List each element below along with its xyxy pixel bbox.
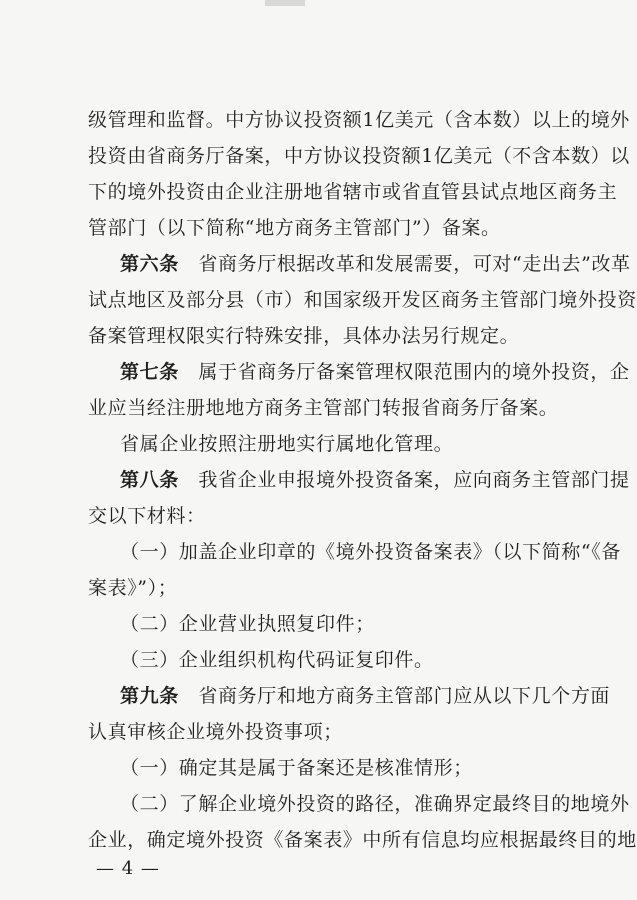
article-7-heading: 第七条 (120, 361, 179, 383)
text-line-15: （二）企业营业执照复印件； (120, 613, 375, 635)
article-9-heading: 第九条 (120, 685, 179, 707)
text-line-2: 投资由省商务厅备案，中方协议投资额1亿美元（不含本数）以 (88, 145, 630, 167)
text-line-3: 下的境外投资由企业注册地省辖市或省直管县试点地区商务主 (88, 181, 618, 203)
text-line-20: （二）了解企业境外投资的路径，准确界定最终目的地境外 (120, 793, 630, 815)
text-line-10: 省属企业按照注册地实行属地化管理。 (120, 433, 454, 455)
text-line-16: （三）企业组织机构代码证复印件。 (120, 649, 434, 671)
article-8-text: 我省企业申报境外投资备案，应向商务主管部门提 (198, 469, 630, 491)
text-line-6: 试点地区及部分县（市）和国家级开发区商务主管部门境外投资 (88, 289, 637, 311)
binding-mark (265, 0, 305, 6)
text-line-19: （一）确定其是属于备案还是核准情形； (120, 757, 473, 779)
text-line-13: （一）加盖企业印章的《境外投资备案表》（以下简称“《备 (120, 541, 621, 563)
page-number: — 4 — (96, 858, 160, 879)
article-9-text: 省商务厅和地方商务主管部门应从以下几个方面 (198, 685, 611, 707)
article-8-line (120, 462, 630, 498)
article-7-text: 属于省商务厅备案管理权限范围内的境外投资，企 (198, 361, 630, 383)
article-6-text: 省商务厅根据改革和发展需要，可对“走出去”改革 (198, 253, 631, 275)
text-line-12: 交以下材料： (88, 505, 206, 527)
text-line-4: 管部门（以下简称“地方商务主管部门”）备案。 (88, 217, 501, 239)
text-line-1: 级管理和监督。中方协议投资额1亿美元（含本数）以上的境外 (88, 109, 630, 131)
text-line-14: 案表》”）； (88, 577, 178, 599)
article-6-heading: 第六条 (120, 253, 179, 275)
text-line-9: 业应当经注册地地方商务主管部门转报省商务厅备案。 (88, 397, 559, 419)
article-6-line (120, 246, 631, 282)
text-line-21: 企业，确定境外投资《备案表》中所有信息均应根据最终目的地 (88, 829, 637, 851)
article-7-line (120, 354, 630, 390)
article-8-heading: 第八条 (120, 469, 179, 491)
text-line-7: 备案管理权限实行特殊安排，具体办法另行规定。 (88, 325, 520, 347)
article-9-line (120, 678, 611, 714)
text-line-18: 认真审核企业境外投资事项； (88, 721, 343, 743)
